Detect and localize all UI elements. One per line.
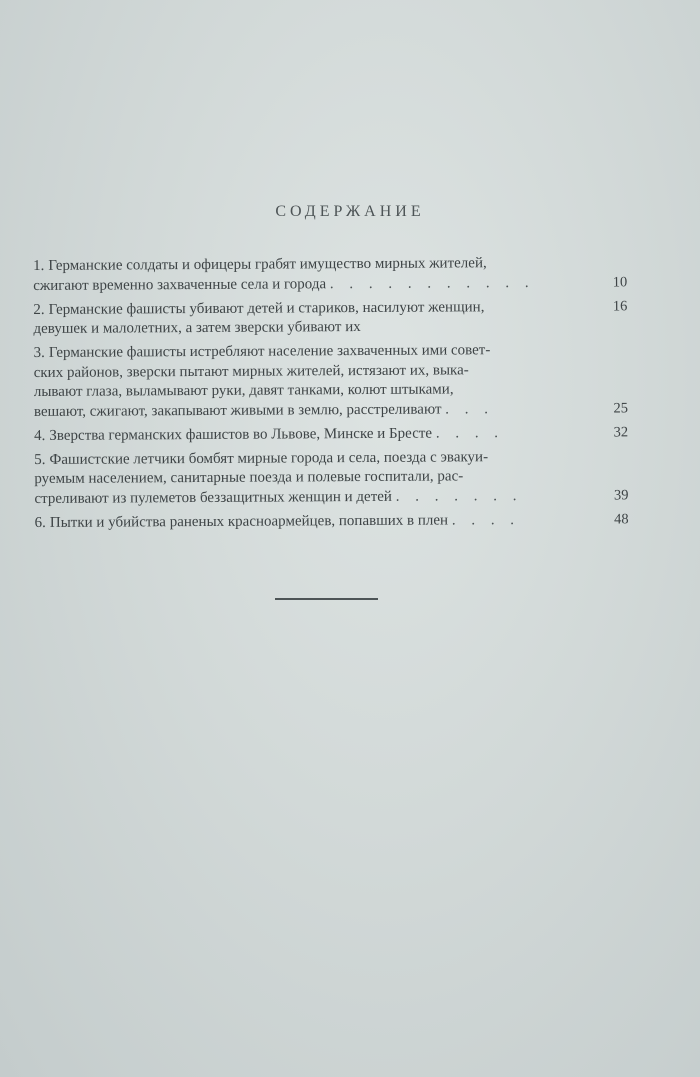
toc-entry-text: Германские фашисты истребляют население захваченных ими совет- bbox=[48, 342, 491, 361]
toc-entry-text: Зверства германских фашистов во Львове, Минске и Бресте bbox=[49, 425, 433, 444]
toc-entry-text: Германские фашисты убивают детей и стариков, насилуют женщин, bbox=[48, 298, 485, 318]
toc-entry-4 bbox=[34, 423, 632, 446]
toc-entry-text: сжигают временно захваченные села и города bbox=[33, 275, 327, 294]
toc-entry-number: 5. bbox=[34, 451, 46, 468]
toc-entry-text: девушек и малолетних, а затем зверски убивают их bbox=[33, 318, 361, 337]
dot-leader: . . . bbox=[445, 400, 495, 417]
toc-entry-line bbox=[35, 510, 593, 533]
toc-entry-number: 1. bbox=[33, 257, 45, 274]
toc-entry-text: лывают глаза, выламывают руки, давят танками, колют штыками, bbox=[33, 381, 454, 400]
closing-rule bbox=[275, 598, 378, 600]
toc-entry-text: Пытки и убийства раненых красноармейцев, попавших в плен bbox=[49, 511, 449, 531]
toc-page-number: 10 bbox=[612, 273, 628, 290]
toc-entry-line bbox=[33, 273, 591, 296]
toc-entry-text: ских районов, зверски пытают мирных жителей, истязают их, выка- bbox=[33, 361, 469, 381]
toc-entry-line bbox=[34, 486, 592, 509]
table-of-contents bbox=[33, 253, 633, 537]
toc-entry-text: Германские солдаты и офицеры грабят имущество мирных жителей, bbox=[48, 255, 487, 274]
toc-page-number: 48 bbox=[614, 510, 629, 527]
toc-entry-5 bbox=[34, 447, 632, 509]
toc-page-number: 39 bbox=[613, 486, 629, 503]
toc-entry-number: 3. bbox=[33, 344, 45, 361]
toc-entry-number: 4. bbox=[34, 427, 46, 444]
toc-entry-text: вешают, сжигают, закапывают живыми в землю, расстреливают bbox=[33, 401, 442, 420]
toc-entry-3 bbox=[34, 340, 632, 422]
toc-entry-number: 6. bbox=[34, 514, 46, 531]
toc-page-number: 16 bbox=[612, 298, 628, 315]
dot-leader: . . . . . . . . . . . bbox=[329, 274, 535, 292]
toc-entry-number: 2. bbox=[33, 301, 45, 318]
toc-entry-1 bbox=[33, 253, 631, 296]
toc-entry-text: руемым населением, санитарные поезда и полевые госпитали, рас- bbox=[34, 468, 464, 487]
toc-entry-line bbox=[33, 317, 591, 340]
toc-page-number: 32 bbox=[613, 423, 629, 440]
toc-page-number: 25 bbox=[613, 399, 628, 416]
toc-entry-text: стреливают из пулеметов беззащитных женщин и детей bbox=[34, 488, 392, 507]
contents-title: СОДЕРЖАНИЕ bbox=[275, 203, 425, 220]
toc-entry-line bbox=[34, 399, 592, 422]
toc-entry-line bbox=[34, 423, 592, 446]
dot-leader: . . . . bbox=[435, 424, 505, 442]
dot-leader: . . . . . . . bbox=[395, 487, 523, 505]
toc-entry-2 bbox=[33, 297, 631, 340]
toc-entry-6 bbox=[35, 510, 633, 533]
dot-leader: . . . . bbox=[451, 511, 521, 528]
toc-entry-text: Фашистские летчики бомбят мирные города и села, поезда с эвакуи- bbox=[49, 448, 489, 468]
